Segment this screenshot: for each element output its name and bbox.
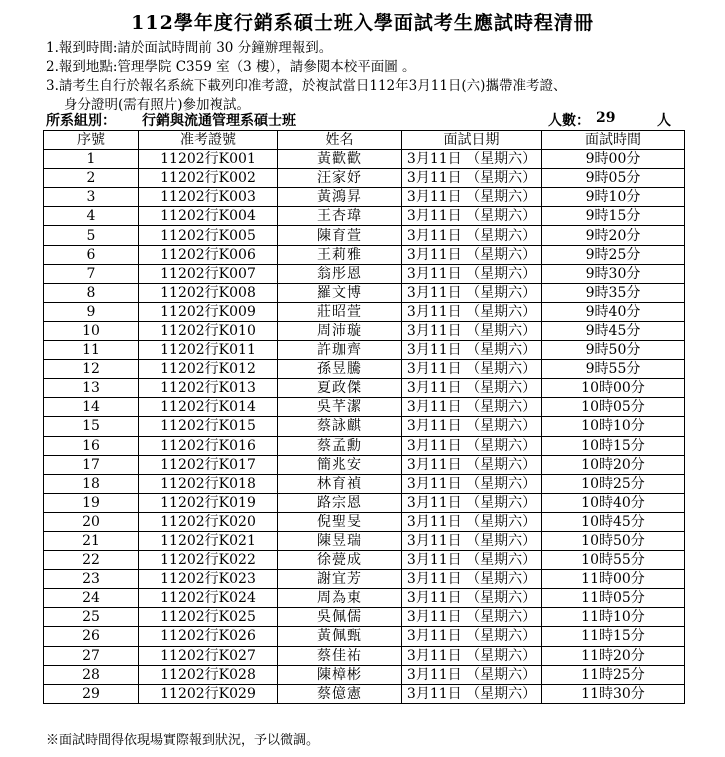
cell-name: 倪聖旻 [278,512,402,531]
cell-ticket-number: 11202行K008 [139,283,278,302]
table-row [44,188,685,207]
cell-interview-date: 3月11日 （星期六） [402,589,542,608]
cell-seq: 25 [44,608,139,627]
note-admission-ticket: 3.請考生自行於報名系統下載列印准考證，於複試當日112年3月11日(六)攜帶准考證、 [46,78,567,94]
cell-seq: 29 [44,684,139,703]
cell-interview-date: 3月11日 （星期六） [402,321,542,340]
table-row [44,627,685,646]
cell-interview-time: 10時10分 [542,417,685,436]
count-unit: 人 [657,113,671,129]
cell-ticket-number: 11202行K011 [139,341,278,360]
cell-seq: 11 [44,341,139,360]
table-row [44,379,685,398]
cell-interview-date: 3月11日 （星期六） [402,512,542,531]
table-row [44,360,685,379]
cell-seq: 13 [44,379,139,398]
cell-name: 王莉雅 [278,245,402,264]
cell-interview-time: 9時35分 [542,283,685,302]
cell-ticket-number: 11202行K024 [139,589,278,608]
table-row [44,493,685,512]
cell-name: 蔡億憲 [278,684,402,703]
cell-ticket-number: 11202行K017 [139,455,278,474]
cell-interview-time: 9時55分 [542,360,685,379]
table-row [44,264,685,283]
cell-interview-time: 10時45分 [542,512,685,531]
cell-name: 路宗恩 [278,493,402,512]
cell-interview-date: 3月11日 （星期六） [402,226,542,245]
cell-ticket-number: 11202行K010 [139,321,278,340]
count-label: 人數： [548,113,590,129]
cell-ticket-number: 11202行K005 [139,226,278,245]
cell-name: 林育禎 [278,474,402,493]
department-label: 所系組別： [46,113,116,129]
cell-ticket-number: 11202行K009 [139,302,278,321]
cell-name: 莊昭萱 [278,302,402,321]
cell-interview-time: 10時05分 [542,398,685,417]
cell-ticket-number: 11202行K027 [139,646,278,665]
cell-interview-date: 3月11日 （星期六） [402,417,542,436]
cell-interview-date: 3月11日 （星期六） [402,169,542,188]
cell-interview-time: 9時30分 [542,264,685,283]
cell-interview-time: 9時25分 [542,245,685,264]
cell-seq: 5 [44,226,139,245]
cell-interview-time: 10時20分 [542,455,685,474]
cell-seq: 28 [44,665,139,684]
table-row [44,531,685,550]
cell-ticket-number: 11202行K023 [139,570,278,589]
cell-name: 夏政傑 [278,379,402,398]
cell-interview-time: 9時05分 [542,169,685,188]
cell-name: 周為東 [278,589,402,608]
cell-name: 吳芊潔 [278,398,402,417]
cell-seq: 16 [44,436,139,455]
cell-name: 黃鴻昇 [278,188,402,207]
table-row [44,169,685,188]
column-header-date: 面試日期 [402,131,542,150]
cell-interview-time: 10時55分 [542,551,685,570]
cell-name: 謝宜芳 [278,570,402,589]
table-row [44,589,685,608]
column-header-time: 面試時間 [542,131,685,150]
cell-interview-date: 3月11日 （星期六） [402,665,542,684]
cell-name: 蔡孟勳 [278,436,402,455]
cell-name: 孫昱騰 [278,360,402,379]
cell-name: 周沛璇 [278,321,402,340]
table-row [44,512,685,531]
cell-interview-time: 11時00分 [542,570,685,589]
cell-name: 陳樟彬 [278,665,402,684]
cell-ticket-number: 11202行K029 [139,684,278,703]
cell-seq: 7 [44,264,139,283]
cell-seq: 10 [44,321,139,340]
table-row [44,608,685,627]
table-row [44,684,685,703]
cell-interview-time: 11時20分 [542,646,685,665]
cell-seq: 4 [44,207,139,226]
cell-name: 羅文博 [278,283,402,302]
cell-ticket-number: 11202行K021 [139,531,278,550]
cell-interview-date: 3月11日 （星期六） [402,398,542,417]
cell-interview-time: 11時25分 [542,665,685,684]
cell-name: 徐甍成 [278,551,402,570]
cell-ticket-number: 11202行K016 [139,436,278,455]
note-report-location: 2.報到地點:管理學院 C359 室（3 樓），請參閱本校平面圖 。 [46,59,416,75]
cell-interview-time: 9時50分 [542,341,685,360]
cell-interview-date: 3月11日 （星期六） [402,608,542,627]
table-row [44,474,685,493]
table-row [44,551,685,570]
cell-interview-time: 9時15分 [542,207,685,226]
note-report-time: 1.報到時間:請於面試時間前 30 分鐘辦理報到。 [46,40,333,56]
cell-interview-date: 3月11日 （星期六） [402,684,542,703]
cell-interview-time: 10時00分 [542,379,685,398]
cell-name: 黃歡歡 [278,150,402,169]
cell-interview-time: 9時40分 [542,302,685,321]
cell-name: 黃佩甄 [278,627,402,646]
cell-seq: 14 [44,398,139,417]
cell-seq: 19 [44,493,139,512]
cell-seq: 21 [44,531,139,550]
cell-ticket-number: 11202行K012 [139,360,278,379]
table-row [44,646,685,665]
cell-interview-date: 3月11日 （星期六） [402,570,542,589]
cell-interview-date: 3月11日 （星期六） [402,283,542,302]
cell-name: 蔡詠麒 [278,417,402,436]
cell-seq: 26 [44,627,139,646]
table-row [44,226,685,245]
cell-interview-time: 11時15分 [542,627,685,646]
cell-ticket-number: 11202行K020 [139,512,278,531]
cell-seq: 20 [44,512,139,531]
cell-name: 陳昱瑞 [278,531,402,550]
schedule-table [43,130,685,704]
cell-seq: 12 [44,360,139,379]
cell-ticket-number: 11202行K004 [139,207,278,226]
cell-seq: 18 [44,474,139,493]
cell-ticket-number: 11202行K018 [139,474,278,493]
cell-interview-date: 3月11日 （星期六） [402,264,542,283]
cell-ticket-number: 11202行K014 [139,398,278,417]
cell-interview-time: 10時15分 [542,436,685,455]
cell-interview-date: 3月11日 （星期六） [402,379,542,398]
column-header-ticket: 准考證號 [139,131,278,150]
page-title: 112學年度行銷系碩士班入學面試考生應試時程清冊 [131,12,594,34]
cell-name: 王杏瑋 [278,207,402,226]
column-header-name: 姓名 [278,131,402,150]
department-name: 行銷與流通管理系碩士班 [142,113,296,129]
cell-interview-time: 11時10分 [542,608,685,627]
cell-interview-date: 3月11日 （星期六） [402,531,542,550]
table-row [44,321,685,340]
cell-interview-time: 10時50分 [542,531,685,550]
cell-interview-time: 9時45分 [542,321,685,340]
cell-interview-time: 10時40分 [542,493,685,512]
table-row [44,245,685,264]
cell-seq: 9 [44,302,139,321]
cell-name: 翁彤恩 [278,264,402,283]
table-row [44,417,685,436]
cell-interview-date: 3月11日 （星期六） [402,302,542,321]
table-row [44,436,685,455]
footer-note: ※面試時間得依現場實際報到狀況，予以微調。 [46,733,320,748]
cell-name: 簡兆安 [278,455,402,474]
cell-interview-date: 3月11日 （星期六） [402,493,542,512]
cell-interview-date: 3月11日 （星期六） [402,245,542,264]
table-row [44,570,685,589]
table-row [44,398,685,417]
table-row [44,283,685,302]
cell-ticket-number: 11202行K006 [139,245,278,264]
cell-ticket-number: 11202行K001 [139,150,278,169]
cell-interview-date: 3月11日 （星期六） [402,341,542,360]
cell-seq: 2 [44,169,139,188]
table-row [44,150,685,169]
cell-name: 吳佩儒 [278,608,402,627]
cell-ticket-number: 11202行K013 [139,379,278,398]
table-row [44,207,685,226]
count-value: 29 [596,110,616,126]
cell-interview-date: 3月11日 （星期六） [402,551,542,570]
cell-interview-date: 3月11日 （星期六） [402,150,542,169]
cell-seq: 6 [44,245,139,264]
cell-interview-time: 9時10分 [542,188,685,207]
cell-interview-date: 3月11日 （星期六） [402,360,542,379]
cell-interview-time: 9時00分 [542,150,685,169]
cell-ticket-number: 11202行K022 [139,551,278,570]
cell-ticket-number: 11202行K002 [139,169,278,188]
table-row [44,455,685,474]
cell-ticket-number: 11202行K028 [139,665,278,684]
cell-name: 汪家妤 [278,169,402,188]
cell-interview-time: 9時20分 [542,226,685,245]
cell-ticket-number: 11202行K026 [139,627,278,646]
cell-ticket-number: 11202行K019 [139,493,278,512]
cell-interview-time: 11時30分 [542,684,685,703]
cell-ticket-number: 11202行K015 [139,417,278,436]
cell-interview-date: 3月11日 （星期六） [402,646,542,665]
cell-interview-date: 3月11日 （星期六） [402,455,542,474]
cell-seq: 27 [44,646,139,665]
column-header-seq: 序號 [44,131,139,150]
cell-interview-date: 3月11日 （星期六） [402,627,542,646]
cell-seq: 1 [44,150,139,169]
table-row [44,302,685,321]
cell-seq: 3 [44,188,139,207]
cell-seq: 15 [44,417,139,436]
cell-name: 許珈齊 [278,341,402,360]
cell-ticket-number: 11202行K007 [139,264,278,283]
cell-seq: 23 [44,570,139,589]
cell-seq: 24 [44,589,139,608]
cell-interview-date: 3月11日 （星期六） [402,207,542,226]
table-row [44,665,685,684]
cell-interview-date: 3月11日 （星期六） [402,188,542,207]
cell-interview-time: 11時05分 [542,589,685,608]
cell-interview-date: 3月11日 （星期六） [402,474,542,493]
note-id-requirement: 身分證明(需有照片)參加複試。 [64,97,251,113]
cell-seq: 22 [44,551,139,570]
table-row [44,341,685,360]
table-header-row [44,131,685,150]
cell-interview-date: 3月11日 （星期六） [402,436,542,455]
cell-seq: 8 [44,283,139,302]
cell-seq: 17 [44,455,139,474]
cell-name: 蔡佳祐 [278,646,402,665]
cell-name: 陳育萱 [278,226,402,245]
cell-ticket-number: 11202行K003 [139,188,278,207]
cell-ticket-number: 11202行K025 [139,608,278,627]
cell-interview-time: 10時25分 [542,474,685,493]
